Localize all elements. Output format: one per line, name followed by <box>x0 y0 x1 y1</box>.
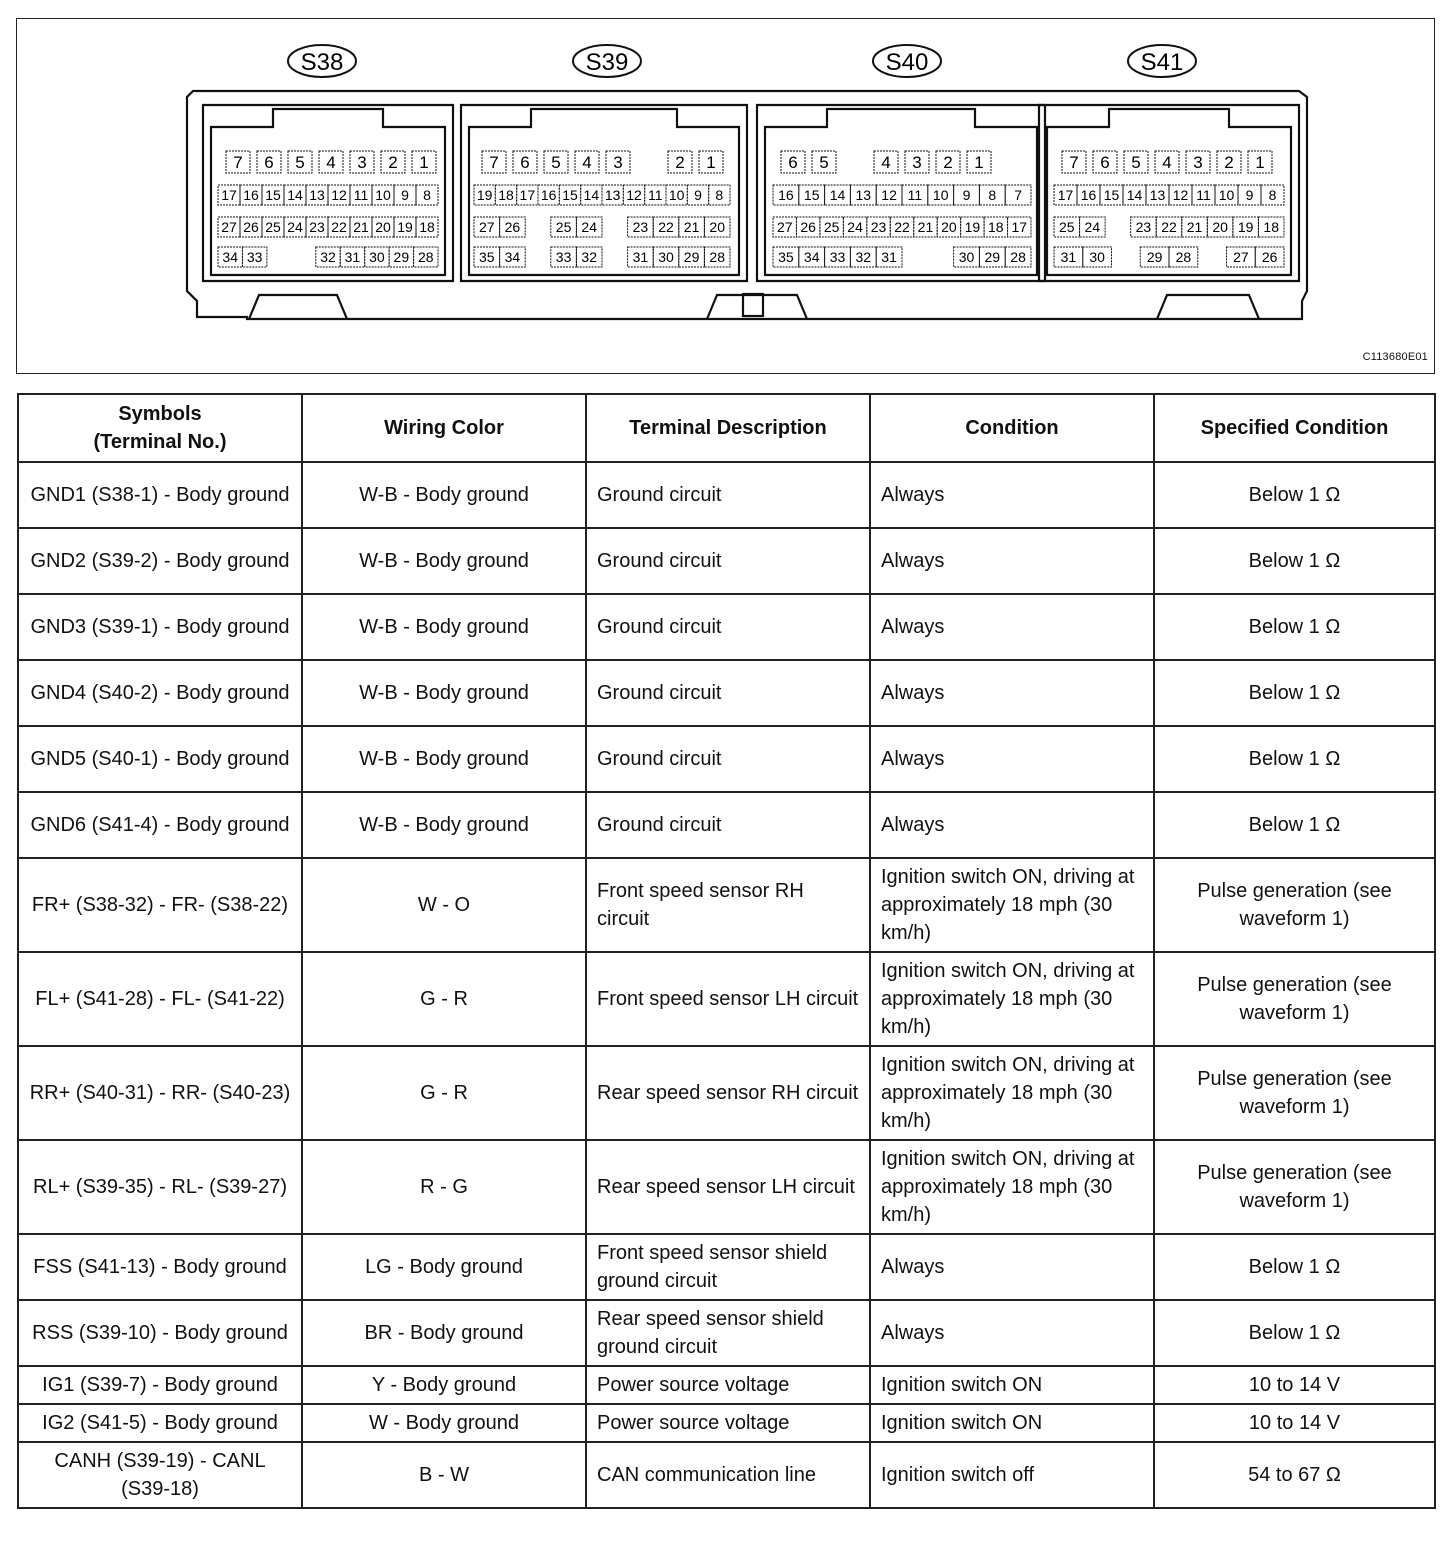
condition-cell: Always <box>870 726 1154 792</box>
terminal-number: 15 <box>803 187 820 203</box>
latch-left <box>249 295 347 319</box>
terminal-number: 18 <box>988 219 1004 235</box>
latch-tab <box>743 294 763 316</box>
terminal-description-cell: Ground circuit <box>586 792 870 858</box>
terminal-description-cell: Front speed sensor shield ground circuit <box>586 1234 870 1300</box>
terminal-number: 27 <box>776 219 793 235</box>
terminal-number: 7 <box>233 153 243 172</box>
terminal-number: 7 <box>489 153 499 172</box>
terminal-number: 32 <box>581 249 597 265</box>
terminal-number: 20 <box>941 219 957 235</box>
wiring-color-cell: W - Body ground <box>302 1404 586 1442</box>
terminal-number: 16 <box>778 187 794 203</box>
specified-condition-cell: 10 to 14 V <box>1154 1404 1435 1442</box>
specified-condition-cell: Below 1 Ω <box>1154 792 1435 858</box>
terminal-number: 25 <box>555 219 572 235</box>
terminal-number: 5 <box>819 153 829 172</box>
terminal-number: 22 <box>658 219 674 235</box>
terminal-number: 28 <box>1010 249 1026 265</box>
terminal-description-cell: Front speed sensor RH circuit <box>586 858 870 952</box>
terminal-number: 7 <box>1014 187 1022 203</box>
connector-label: S38 <box>300 49 344 76</box>
terminal-number: 8 <box>988 187 997 203</box>
terminal-number: 2 <box>675 153 685 172</box>
terminal-description-cell: Rear speed sensor RH circuit <box>586 1046 870 1140</box>
terminal-number: 3 <box>1193 153 1203 172</box>
connector-label: S40 <box>885 49 929 76</box>
terminal-number: 30 <box>958 249 975 265</box>
table-row <box>18 1234 1435 1300</box>
wiring-color-cell: W-B - Body ground <box>302 792 586 858</box>
condition-cell: Always <box>870 1234 1154 1300</box>
terminal-number: 13 <box>1149 187 1166 203</box>
terminal-number: 8 <box>715 187 724 203</box>
terminal-number: 10 <box>1218 187 1235 203</box>
table-row <box>18 1140 1435 1234</box>
terminal-description-cell: Ground circuit <box>586 660 870 726</box>
terminal-number: 28 <box>417 249 434 265</box>
terminal-number: 19 <box>964 219 981 235</box>
terminal-description-cell: Rear speed sensor LH circuit <box>586 1140 870 1234</box>
table-row <box>18 528 1435 594</box>
header-condition: Condition <box>870 394 1154 462</box>
terminal-number: 19 <box>397 219 413 235</box>
wiring-color-cell: W-B - Body ground <box>302 528 586 594</box>
wiring-color-cell: G - R <box>302 1046 586 1140</box>
terminal-number: 6 <box>264 153 274 172</box>
terminal-number: 26 <box>243 219 259 235</box>
terminal-description-cell: Power source voltage <box>586 1366 870 1404</box>
terminal-number: 9 <box>962 187 971 203</box>
terminal-number: 12 <box>331 187 347 203</box>
terminal-description-cell: Front speed sensor LH circuit <box>586 952 870 1046</box>
condition-cell: Always <box>870 528 1154 594</box>
terminal-number: 19 <box>1237 219 1254 235</box>
terminal-number: 26 <box>504 219 521 235</box>
table-row <box>18 1442 1435 1508</box>
specified-condition-cell: Below 1 Ω <box>1154 1234 1435 1300</box>
terminal-number: 10 <box>668 187 685 203</box>
connector-diagram-svg <box>17 19 1434 373</box>
specified-condition-cell: 54 to 67 Ω <box>1154 1442 1435 1508</box>
terminal-number: 3 <box>357 153 367 172</box>
symbol-cell: FL+ (S41-28) - FL- (S41-22) <box>18 952 302 1046</box>
terminal-number: 35 <box>778 249 794 265</box>
specified-condition-cell: Pulse generation (see waveform 1) <box>1154 1046 1435 1140</box>
terminal-number: 12 <box>1172 187 1189 203</box>
terminal-description-cell: Ground circuit <box>586 462 870 528</box>
terminal-number: 20 <box>375 219 391 235</box>
terminal-number: 15 <box>1103 187 1120 203</box>
terminal-number: 23 <box>309 219 325 235</box>
terminal-number: 15 <box>265 187 281 203</box>
terminal-number: 9 <box>1245 187 1254 203</box>
table-row <box>18 660 1435 726</box>
terminal-number: 4 <box>1162 153 1172 172</box>
terminal-description-cell: Ground circuit <box>586 528 870 594</box>
terminal-spec-table <box>17 393 1436 1509</box>
symbol-cell: GND6 (S41-4) - Body ground <box>18 792 302 858</box>
terminal-number: 21 <box>353 219 369 235</box>
wiring-color-cell: W - O <box>302 858 586 952</box>
symbol-cell: IG2 (S41-5) - Body ground <box>18 1404 302 1442</box>
terminal-number: 9 <box>694 187 702 203</box>
condition-cell: Always <box>870 462 1154 528</box>
terminal-number: 29 <box>1146 249 1163 265</box>
terminal-number: 30 <box>658 249 674 265</box>
specified-condition-cell: Below 1 Ω <box>1154 462 1435 528</box>
header-symbols: Symbols (Terminal No.) <box>18 394 302 462</box>
terminal-number: 2 <box>943 153 953 172</box>
terminal-number: 17 <box>1057 187 1074 203</box>
table-row <box>18 1404 1435 1442</box>
terminal-number: 33 <box>829 249 846 265</box>
specified-condition-cell: Below 1 Ω <box>1154 660 1435 726</box>
terminal-number: 11 <box>353 187 369 203</box>
terminal-number: 11 <box>1196 187 1211 203</box>
wiring-color-cell: BR - Body ground <box>302 1300 586 1366</box>
terminal-number: 31 <box>344 249 361 265</box>
condition-cell: Ignition switch ON, driving at approximately 18 mph (30 km/h) <box>870 1046 1154 1140</box>
terminal-number: 35 <box>479 249 495 265</box>
terminal-number: 4 <box>326 153 336 172</box>
connector-label: S39 <box>585 49 629 76</box>
terminal-number: 31 <box>1060 249 1077 265</box>
header-wiring-color: Wiring Color <box>302 394 586 462</box>
terminal-number: 19 <box>476 187 493 203</box>
wiring-color-cell: G - R <box>302 952 586 1046</box>
terminal-number: 11 <box>907 187 923 203</box>
symbol-cell: GND2 (S39-2) - Body ground <box>18 528 302 594</box>
terminal-number: 24 <box>581 219 597 235</box>
terminal-number: 5 <box>551 153 561 172</box>
terminal-number: 21 <box>683 219 700 235</box>
terminal-number: 26 <box>1261 249 1278 265</box>
terminal-number: 25 <box>1058 219 1075 235</box>
terminal-number: 24 <box>287 219 303 235</box>
condition-cell: Always <box>870 660 1154 726</box>
table-row <box>18 858 1435 952</box>
terminal-number: 1 <box>1255 153 1265 172</box>
terminal-number: 20 <box>1212 219 1228 235</box>
terminal-number: 31 <box>632 249 649 265</box>
terminal-number: 6 <box>520 153 530 172</box>
table-row <box>18 462 1435 528</box>
wiring-color-cell: B - W <box>302 1442 586 1508</box>
condition-cell: Ignition switch ON, driving at approximately 18 mph (30 km/h) <box>870 1140 1154 1234</box>
terminal-number: 34 <box>222 249 239 265</box>
terminal-number: 34 <box>803 249 820 265</box>
terminal-number: 18 <box>419 219 435 235</box>
wiring-color-cell: Y - Body ground <box>302 1366 586 1404</box>
connector-diagram <box>16 18 1435 374</box>
terminal-number: 34 <box>504 249 521 265</box>
terminal-number: 17 <box>221 187 237 203</box>
terminal-number: 24 <box>1084 219 1101 235</box>
terminal-number: 25 <box>823 219 840 235</box>
terminal-number: 13 <box>309 187 325 203</box>
terminal-number: 32 <box>320 249 336 265</box>
terminal-number: 16 <box>540 187 557 203</box>
wiring-color-cell: LG - Body ground <box>302 1234 586 1300</box>
terminal-description-cell: Rear speed sensor shield ground circuit <box>586 1300 870 1366</box>
wiring-color-cell: W-B - Body ground <box>302 462 586 528</box>
terminal-number: 33 <box>246 249 263 265</box>
header-specified-condition: Specified Condition <box>1154 394 1435 462</box>
terminal-number: 5 <box>1131 153 1141 172</box>
table-row <box>18 1300 1435 1366</box>
terminal-number: 1 <box>419 153 429 172</box>
condition-cell: Ignition switch ON <box>870 1366 1154 1404</box>
terminal-number: 31 <box>881 249 897 265</box>
terminal-description-cell: CAN communication line <box>586 1442 870 1508</box>
terminal-number: 25 <box>265 219 281 235</box>
terminal-number: 28 <box>1175 249 1192 265</box>
terminal-number: 29 <box>984 249 1001 265</box>
terminal-number: 4 <box>582 153 592 172</box>
terminal-number: 22 <box>894 219 910 235</box>
terminal-number: 23 <box>870 219 887 235</box>
wiring-color-cell: W-B - Body ground <box>302 594 586 660</box>
symbol-cell: GND3 (S39-1) - Body ground <box>18 594 302 660</box>
table-row <box>18 594 1435 660</box>
specified-condition-cell: Below 1 Ω <box>1154 1300 1435 1366</box>
symbol-cell: RSS (S39-10) - Body ground <box>18 1300 302 1366</box>
terminal-number: 1 <box>706 153 716 172</box>
terminal-number: 14 <box>583 187 600 203</box>
table-row <box>18 792 1435 858</box>
terminal-number: 16 <box>243 187 259 203</box>
symbol-cell: FR+ (S38-32) - FR- (S38-22) <box>18 858 302 952</box>
terminal-description-cell: Power source voltage <box>586 1404 870 1442</box>
terminal-number: 12 <box>881 187 897 203</box>
table-header-row <box>18 394 1435 462</box>
figure-code: C113680E01 <box>1362 351 1428 363</box>
terminal-number: 14 <box>287 187 303 203</box>
terminal-number: 21 <box>1186 219 1203 235</box>
latch-right <box>1157 295 1259 319</box>
terminal-number: 8 <box>1268 187 1277 203</box>
terminal-number: 3 <box>912 153 922 172</box>
terminal-number: 6 <box>1100 153 1110 172</box>
symbol-cell: GND4 (S40-2) - Body ground <box>18 660 302 726</box>
terminal-number: 22 <box>331 219 347 235</box>
specified-condition-cell: Below 1 Ω <box>1154 594 1435 660</box>
header-terminal-description: Terminal Description <box>586 394 870 462</box>
connector-body <box>757 105 1045 281</box>
terminal-number: 33 <box>555 249 572 265</box>
terminal-number: 14 <box>829 187 846 203</box>
symbol-cell: CANH (S39-19) - CANL (S39-18) <box>18 1442 302 1508</box>
terminal-number: 2 <box>1224 153 1234 172</box>
terminal-number: 10 <box>932 187 949 203</box>
terminal-number: 15 <box>562 187 578 203</box>
terminal-number: 2 <box>388 153 398 172</box>
table-row <box>18 1366 1435 1404</box>
terminal-number: 3 <box>613 153 623 172</box>
table-row <box>18 952 1435 1046</box>
specified-condition-cell: 10 to 14 V <box>1154 1366 1435 1404</box>
terminal-number: 30 <box>369 249 385 265</box>
condition-cell: Always <box>870 792 1154 858</box>
condition-cell: Ignition switch off <box>870 1442 1154 1508</box>
terminal-number: 6 <box>788 153 798 172</box>
terminal-number: 18 <box>1263 219 1280 235</box>
symbol-cell: FSS (S41-13) - Body ground <box>18 1234 302 1300</box>
terminal-number: 18 <box>498 187 514 203</box>
terminal-number: 17 <box>519 187 536 203</box>
terminal-number: 26 <box>800 219 816 235</box>
wiring-color-cell: W-B - Body ground <box>302 726 586 792</box>
terminal-number: 23 <box>1135 219 1152 235</box>
symbol-cell: RL+ (S39-35) - RL- (S39-27) <box>18 1140 302 1234</box>
terminal-number: 4 <box>881 153 891 172</box>
terminal-number: 30 <box>1089 249 1105 265</box>
terminal-number: 27 <box>479 219 495 235</box>
specified-condition-cell: Below 1 Ω <box>1154 528 1435 594</box>
terminal-number: 29 <box>393 249 410 265</box>
specified-condition-cell: Pulse generation (see waveform 1) <box>1154 952 1435 1046</box>
terminal-number: 12 <box>626 187 642 203</box>
terminal-number: 27 <box>221 219 237 235</box>
terminal-description-cell: Ground circuit <box>586 594 870 660</box>
symbol-cell: GND1 (S38-1) - Body ground <box>18 462 302 528</box>
symbol-cell: IG1 (S39-7) - Body ground <box>18 1366 302 1404</box>
terminal-number: 16 <box>1080 187 1097 203</box>
condition-cell: Always <box>870 594 1154 660</box>
terminal-number: 5 <box>295 153 305 172</box>
condition-cell: Ignition switch ON, driving at approximately 18 mph (30 km/h) <box>870 858 1154 952</box>
terminal-number: 11 <box>648 187 663 203</box>
terminal-number: 9 <box>401 187 409 203</box>
symbol-cell: GND5 (S40-1) - Body ground <box>18 726 302 792</box>
condition-cell: Ignition switch ON, driving at approximately 18 mph (30 km/h) <box>870 952 1154 1046</box>
terminal-number: 22 <box>1161 219 1177 235</box>
terminal-number: 13 <box>855 187 872 203</box>
terminal-number: 21 <box>917 219 934 235</box>
specified-condition-cell: Pulse generation (see waveform 1) <box>1154 1140 1435 1234</box>
condition-cell: Always <box>870 1300 1154 1366</box>
terminal-number: 27 <box>1233 249 1249 265</box>
condition-cell: Ignition switch ON <box>870 1404 1154 1442</box>
terminal-description-cell: Ground circuit <box>586 726 870 792</box>
terminal-number: 20 <box>709 219 725 235</box>
terminal-number: 23 <box>632 219 649 235</box>
connector-label: S41 <box>1140 49 1184 76</box>
specified-condition-cell: Below 1 Ω <box>1154 726 1435 792</box>
table-row <box>18 726 1435 792</box>
wiring-color-cell: W-B - Body ground <box>302 660 586 726</box>
terminal-number: 13 <box>604 187 621 203</box>
terminal-number: 24 <box>847 219 863 235</box>
table-row <box>18 1046 1435 1140</box>
symbol-cell: RR+ (S40-31) - RR- (S40-23) <box>18 1046 302 1140</box>
terminal-number: 14 <box>1126 187 1143 203</box>
terminal-number: 1 <box>974 153 984 172</box>
specified-condition-cell: Pulse generation (see waveform 1) <box>1154 858 1435 952</box>
terminal-number: 29 <box>683 249 700 265</box>
terminal-number: 28 <box>709 249 725 265</box>
terminal-number: 10 <box>375 187 391 203</box>
terminal-number: 7 <box>1069 153 1079 172</box>
terminal-number: 32 <box>855 249 872 265</box>
wiring-color-cell: R - G <box>302 1140 586 1234</box>
terminal-number: 8 <box>423 187 431 203</box>
terminal-number: 17 <box>1011 219 1028 235</box>
